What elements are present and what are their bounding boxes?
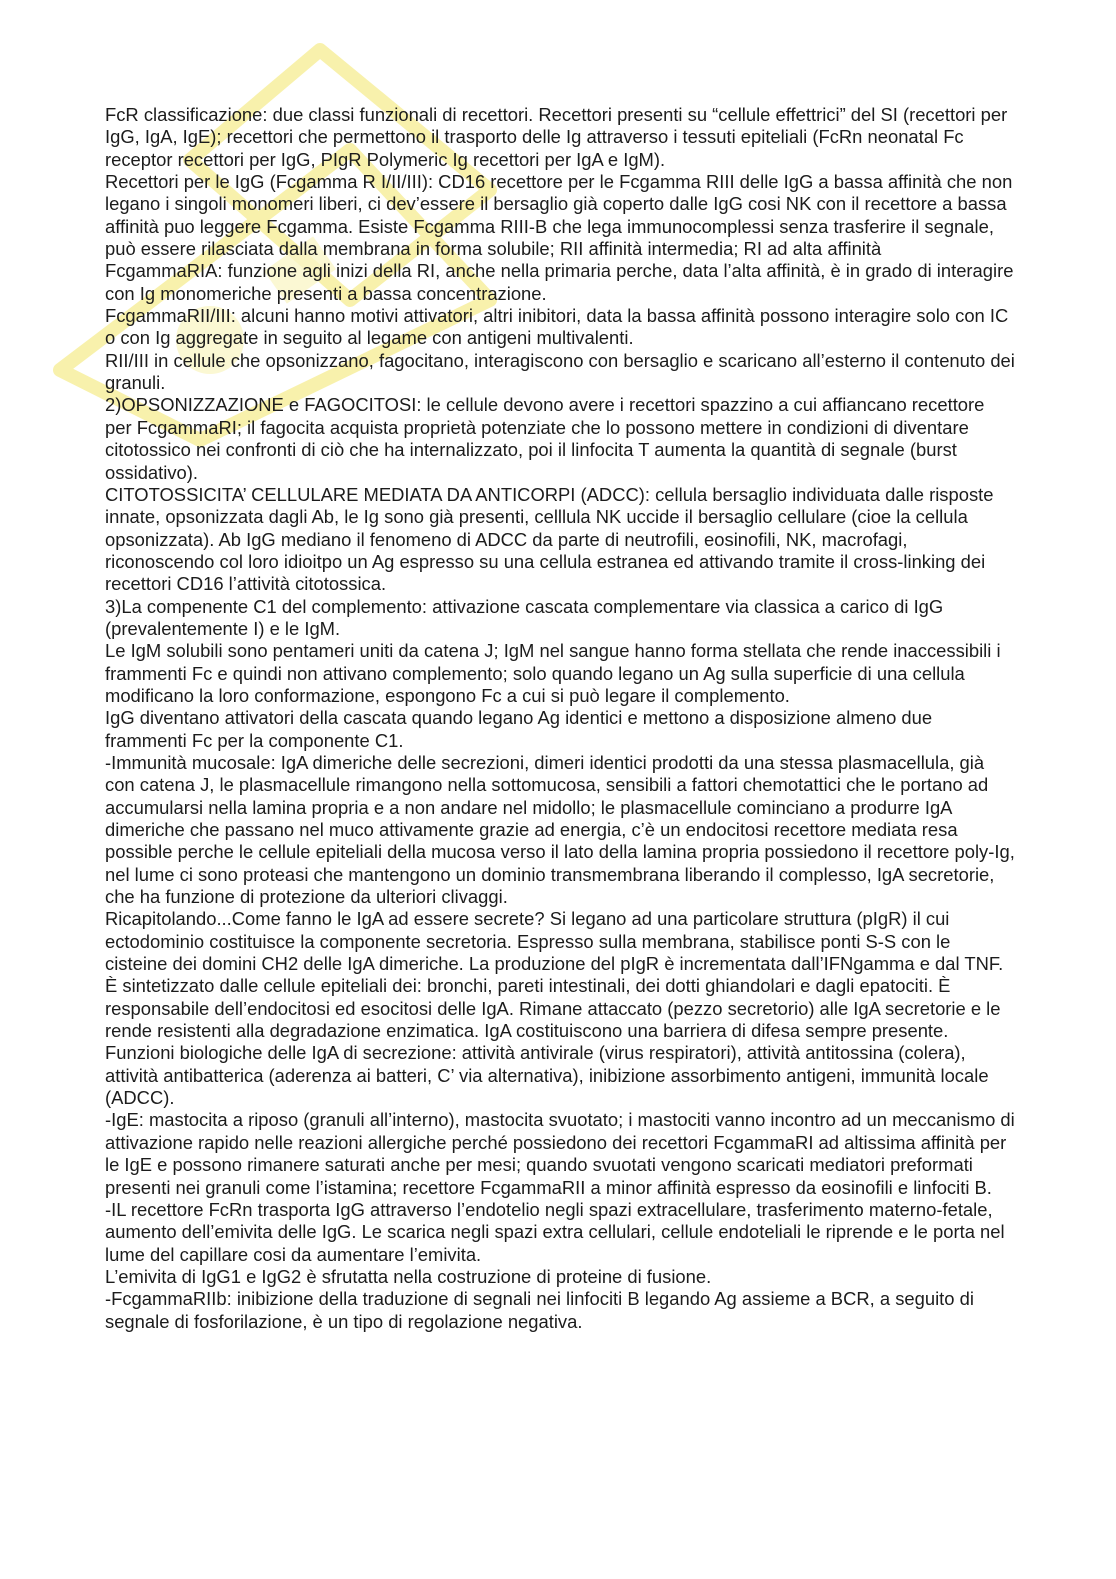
paragraph-fcr-classification: FcR classificazione: due classi funzionali di recettori. Recettori presenti su “cellule effettrici” del SI (recettori per IgG, IgA, IgE); recettori che permettono il trasporto delle Ig attraverso i tessuti epiteliali (FcRn neonatal Fc receptor recettori per IgG, PIgR Polymeric Ig recettori per IgA e IgM).: [105, 104, 1008, 170]
paragraph-adcc: CITOTOSSICITA’ CELLULARE MEDIATA DA ANTICORPI (ADCC): cellula bersaglio individuata dalle risposte innate, opsonizzata dagli Ab, le Ig sono già presenti, celllula NK uccide il bersaglio cellulare (cioe la cellula opsonizzata). Ab IgG mediano il fenomeno di ADCC da parte di neutrofili, eosinofili, NK, macrofagi, riconoscendo col loro idioitpo un Ag espresso su una cellula estranea ed attivando tramite il cross-linking dei recettori CD16 l’attività citotossica.: [105, 483, 994, 595]
paragraph-c1-complement: 3)La compenente C1 del complemento: attivazione cascata complementare via classica a carico di IgG (prevalentemente I) e le IgM.: [105, 595, 944, 639]
paragraph-igg-receptors: Recettori per le IgG (Fcgamma R I/II/III): CD16 recettore per le Fcgamma RIII delle IgG a bassa affinità che non legano i singoli monomeri liberi, ci dev’essere il bersaglio già coperto dalle IgG cosi NK con il recettore a bassa affinità puo leggere Fcgamma. Esiste Fcgamma RIII-B che lega immunocomplessi senza trasferire il segnale, può essere rilasciata dalla membrana in forma solubile; RII affinità intermedia; RI ad alta affinità: [105, 171, 1013, 260]
paragraph-ige: -IgE: mastocita a riposo (granuli all’interno), mastocita svuotato; i mastociti vanno incontro ad un meccanismo di attivazione rapido nelle reazioni allergiche perché possiedono dei recettori FcgammaRI ad altissima affinità per le IgE e possono rimanere saturati anche per mesi; quando svuotati vengono scaricati mediatori preformati presenti nei granuli come l’istamina; recettore FcgammaRII a minor affinità espresso da eosinofili e linfociti B.: [105, 1109, 1015, 1198]
paragraph-mucosal-immunity: -Immunità mucosale: IgA dimeriche delle secrezioni, dimeri identici prodotti da una stessa plasmacellula, già con catena J, le plasmacellule rimangono nella sottomucosa, sensibili a fattori chemotattici che le portano ad accumularsi nella lamina propria e a non andare nel midollo; le plasmacellule cominciano a produrre IgA dimeriche che passano nel muco attivamente grazie ad energia, c’è un endocitosi recettore mediata resa possible perche le cellule epiteliali della mucosa verso il lato della lamina propria possiedono il recettore poly-Ig, nel lume ci sono proteasi che mantengono un dominio transmembrana liberando il complesso, IgA secretorie, che ha funzione di protezione da ulteriori clivaggi.: [105, 751, 1015, 908]
paragraph-fcgammaria: FcgammaRIA: funzione agli inizi della RI, anche nella primaria perche, data l’alta affinità, è in grado di interagire con Ig monomeriche presenti a bassa concentrazione.: [105, 260, 1014, 304]
paragraph-fcgammariib: -FcgammaRIIb: inibizione della traduzione di segnali nei linfociti B legando Ag assieme a BCR, a seguito di segnale di fosforilazione, è un tipo di regolazione negativa.: [105, 1288, 974, 1332]
paragraph-rii-iii-cells: RII/III in cellule che opsonizzano, fagocitano, interagiscono con bersaglio e scaricano all’esterno il contenuto dei granuli.: [105, 349, 1015, 394]
paragraph-fcrn: -IL recettore FcRn trasporta IgG attraverso l’endotelio negli spazi extracellulare, trasferimento materno-fetale, aumento dell’emivita delle IgG. Le scarica negli spazi extra cellulari, cellule endoteliali le riprende e le porta nel lume del capillare cosi da aumentare l’emivita.: [105, 1198, 1005, 1265]
paragraph-igg-half-life: L’emivita di IgG1 e IgG2 è sfrutatta nella costruzione di proteine di fusione.: [105, 1265, 712, 1287]
paragraph-iga-biological-functions: Funzioni biologiche delle IgA di secrezione: attività antivirale (virus respiratori), attività antitossina (colera), attività antibatterica (aderenza ai batteri, C’ via alternativa), inibizione assorbimento antigeni, immunità locale (ADCC).: [105, 1042, 989, 1109]
paragraph-iga-secretion-summary: Ricapitolando...Come fanno le IgA ad essere secrete? Si legano ad una particolare struttura (pIgR) il cui ectodominio costituisce la componente secretoria. Espresso sulla membrana, stabilisce ponti S-S con le cisteine dei domini CH2 delle IgA dimeriche. La produzione del pIgR è incrementata dall’IFNgamma e dal TNF. È sintetizzato dalle cellule epiteliali dei: bronchi, pareti intestinali, dei dotti ghiandolari e dagli epatociti. È responsabile dell’endocitosi ed esocitosi delle IgA. Rimane attaccato (pezzo secretorio) alle IgA secretorie e le rende resistenti alla degradazione enzimatica. IgA costituiscono una barriera di difesa sempre presente.: [105, 908, 1004, 1042]
paragraph-fcgammarii-iii: FcgammaRII/III: alcuni hanno motivi attivatori, altri inibitori, data la bassa affinità possono interagire solo con IC o con Ig aggregate in seguito al legame con antigeni multivalenti.: [105, 305, 1009, 349]
paragraph-igm-pentamers: Le IgM solubili sono pentameri uniti da catena J; IgM nel sangue hanno forma stellata che rende inaccessibili i frammenti Fc e quindi non attivano complemento; solo quando legano un Ag sulla superficie di una cellula modificano la loro conformazione, espongono Fc a cui si può legare il complemento.: [105, 640, 1001, 706]
document-body: [105, 104, 1015, 1333]
paragraph-igg-activators: IgG diventano attivatori della cascata quando legano Ag identici e mettono a disposizione almeno due frammenti Fc per la componente C1.: [105, 707, 933, 751]
paragraph-opsonization: 2)OPSONIZZAZIONE e FAGOCITOSI: le cellule devono avere i recettori spazzino a cui affiancano recettore per FcgammaRI; il fagocita acquista proprietà potenziate che lo possono mettere in condizioni di diventare citotossico nei confronti di ciò che ha internalizzato, poi il linfocita T aumenta la quantità di segnale (burst ossidativo).: [105, 394, 985, 483]
